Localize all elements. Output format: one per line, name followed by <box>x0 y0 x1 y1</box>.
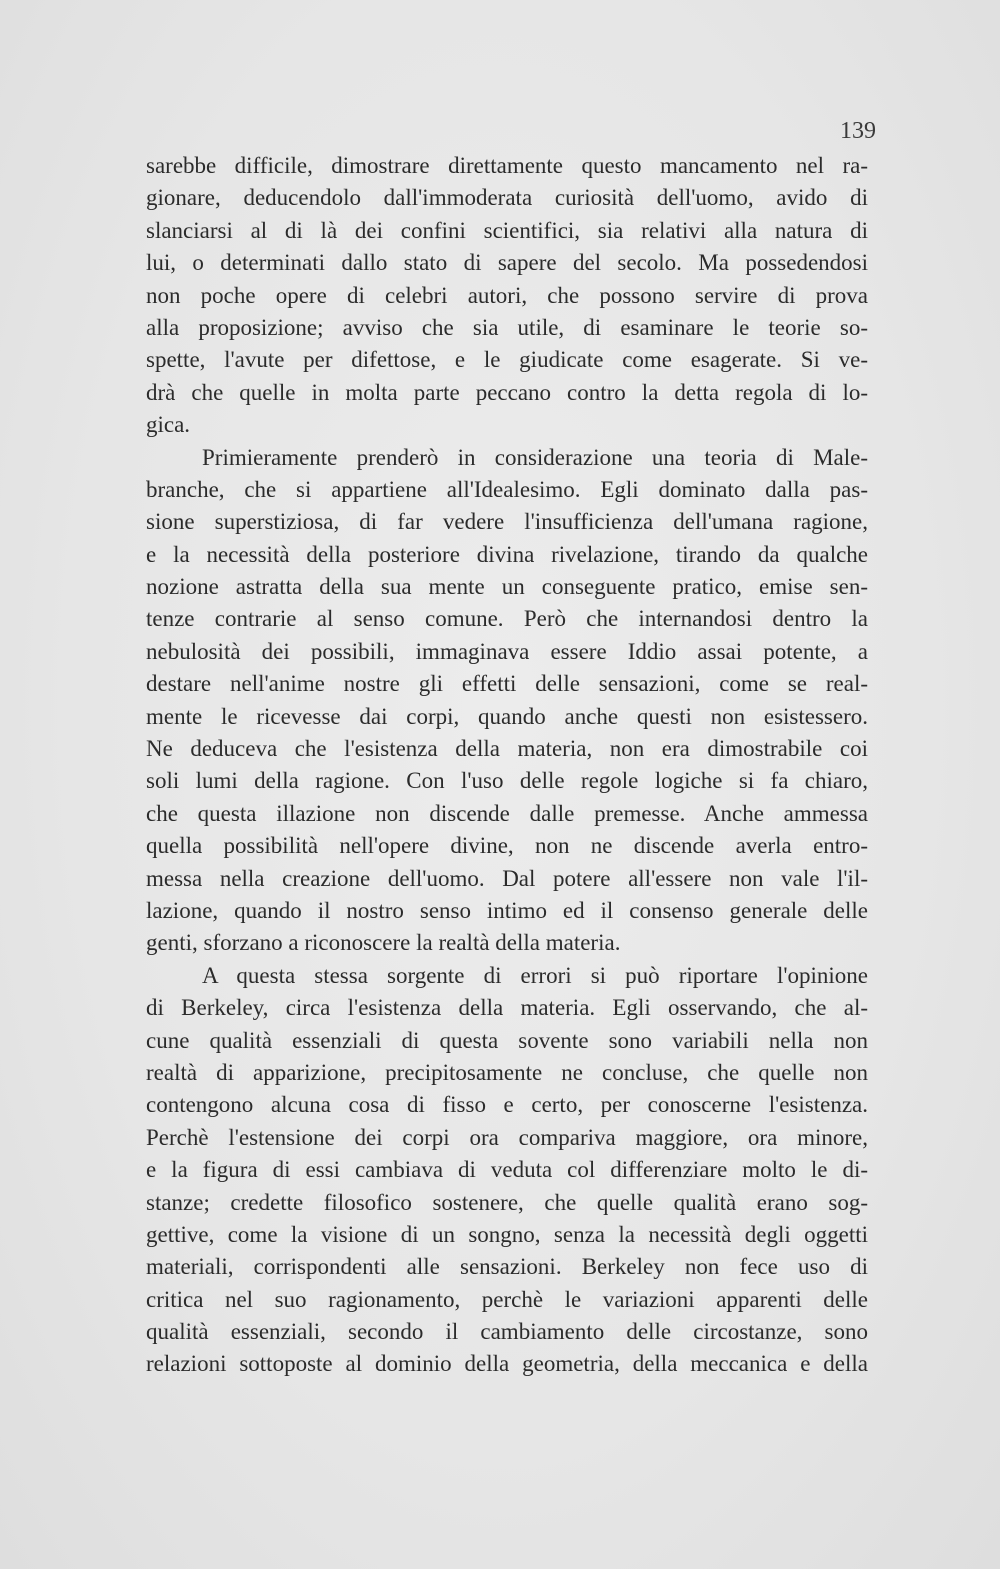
text-line: messa nella creazione dell'uomo. Dal potere all'essere non vale l'il- <box>146 865 868 891</box>
text-line: Perchè l'estensione dei corpi ora compariva maggiore, ora minore, <box>146 1124 868 1150</box>
paragraph-start-line: Primieramente prenderò in considerazione una teoria di Male- <box>202 444 868 470</box>
text-line: di Berkeley, circa l'esistenza della materia. Egli osservando, che al- <box>146 995 868 1021</box>
text-line: soli lumi della ragione. Con l'uso delle regole logiche si fa chiaro, <box>146 768 868 794</box>
text-line: lui, o determinati dallo stato di sapere del secolo. Ma possedendosi <box>146 250 868 276</box>
text-line: sarebbe difficile, dimostrare direttamente questo mancamento nel ra- <box>146 153 868 178</box>
text-line: gettive, come la visione di un songno, senza la necessità degli oggetti <box>146 1221 868 1247</box>
text-line: materiali, corrispondenti alle sensazioni. Berkeley non fece uso di <box>146 1254 868 1280</box>
text-line: tenze contrarie al senso comune. Però che internandosi dentro la <box>146 606 868 632</box>
text-line: relazioni sottoposte al dominio della geometria, della meccanica e della <box>146 1351 868 1377</box>
text-line: alla proposizione; avviso che sia utile, di esaminare le teorie so- <box>146 314 868 340</box>
text-line: critica nel suo ragionamento, perchè le variazioni apparenti delle <box>146 1286 868 1312</box>
text-line: qualità essenziali, secondo il cambiamento delle circostanze, sono <box>146 1319 868 1345</box>
text-line: branche, che si appartiene all'Idealesimo. Egli dominato dalla pas- <box>146 476 868 502</box>
paragraph-start-line: A questa stessa sorgente di errori si può riportare l'opinione <box>202 962 868 988</box>
text-line: e la necessità della posteriore divina rivelazione, tirando da qualche <box>146 541 868 567</box>
text-line: drà che quelle in molta parte peccano contro la detta regola di lo- <box>146 379 868 405</box>
text-line: lazione, quando il nostro senso intimo ed il consenso generale delle <box>146 897 868 923</box>
text-line: realtà di apparizione, precipitosamente ne concluse, che quelle non <box>146 1059 868 1085</box>
text-line: mente le ricevesse dai corpi, quando anche questi non esistessero. <box>146 703 868 729</box>
text-line: non poche opere di celebri autori, che possono servire di prova <box>146 282 868 308</box>
text-line: che questa illazione non discende dalle premesse. Anche ammessa <box>146 800 868 826</box>
text-line: nozione astratta della sua mente un conseguente pratico, emise sen- <box>146 574 868 600</box>
text-line: contengono alcuna cosa di fisso e certo, per conoscerne l'esistenza. <box>146 1092 868 1118</box>
text-line: cune qualità essenziali di questa sovente sono variabili nella non <box>146 1027 868 1053</box>
text-line: destare nell'anime nostre gli effetti delle sensazioni, come se real- <box>146 671 868 697</box>
text-line: stanze; credette filosofico sostenere, che quelle qualità erano sog- <box>146 1189 868 1215</box>
text-line: genti, sforzano a riconoscere la realtà della materia. <box>146 930 621 956</box>
page-number: 139 <box>840 118 876 144</box>
text-line: nebulosità dei possibili, immaginava essere Iddio assai potente, a <box>146 638 868 664</box>
text-line: Ne deduceva che l'esistenza della materia, non era dimostrabile coi <box>146 736 868 762</box>
body-text <box>146 150 868 1381</box>
text-line: quella possibilità nell'opere divine, non ne discende averla entro- <box>146 833 868 859</box>
text-line: sione superstiziosa, di far vedere l'insufficienza dell'umana ragione, <box>146 509 868 535</box>
text-line: e la figura di essi cambiava di veduta col differenziare molto le di- <box>146 1157 868 1183</box>
text-line: gionare, deducendolo dall'immoderata curiosità dell'uomo, avido di <box>146 185 868 211</box>
text-line: gica. <box>146 412 191 438</box>
text-line: spette, l'avute per difettose, e le giudicate come esagerate. Si ve- <box>146 347 868 373</box>
text-line: slanciarsi al di là dei confini scientifici, sia relativi alla natura di <box>146 217 868 243</box>
